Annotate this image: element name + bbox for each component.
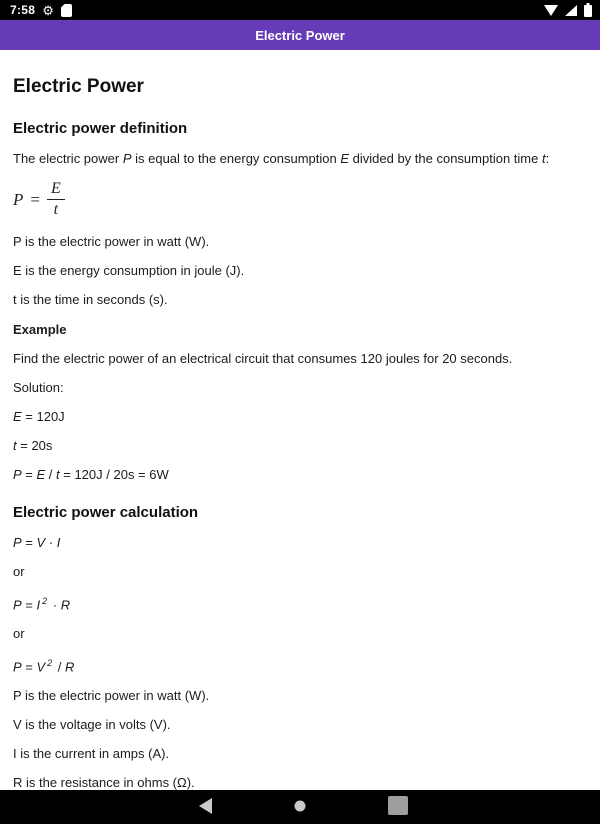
calc-eq-v2r: P = V $^2$ / R [13,658,75,675]
cellular-signal-icon [565,5,577,16]
gear-icon: ⚙ [42,2,54,18]
status-bar-left [10,3,72,17]
calc-ohms-line: R is the resistance in ohms (Ω). [13,775,195,791]
definition-watt-line: P is the electric power in watt (W). [13,233,210,249]
calc-eq-i2r: P = I $^2$ · R [13,595,71,613]
status-time: 7:58 [10,3,36,17]
home-icon [294,800,306,815]
example-heading: Example [13,321,67,337]
example-problem: Find the electric power of an electrical circuit that consumes 120 joules for 20 seconds. [13,350,513,366]
back-icon [196,796,214,819]
formula-lhs: P [13,189,24,209]
formula-fraction [47,180,65,220]
formula-equals: = [30,189,40,209]
power-formula [13,180,584,220]
content-scroll-area[interactable] [0,50,600,790]
example-solution-label: Solution: [13,379,64,395]
wifi-icon [544,5,558,16]
app-bar [0,20,600,50]
status-bar [0,0,600,20]
calc-eq-vi: P = V · I [13,534,61,550]
example-line-p: P = E / t = 120J / 20s = 6W [13,466,169,482]
home-button[interactable] [280,790,320,824]
calc-volts-line: V is the voltage in volts (V). [13,717,171,733]
definition-heading: Electric power definition [13,120,188,137]
navigation-bar [0,790,600,824]
calculation-heading: Electric power calculation [13,503,199,521]
calc-amps-line: I is the current in amps (A). [13,746,170,762]
app-bar-title: Electric Power [255,27,345,43]
battery-icon [584,3,592,17]
calc-or-1: or [13,563,25,579]
storage-icon [61,4,72,17]
status-bar-right [544,3,592,17]
example-line-e: E = 120J [13,408,65,424]
recents-button[interactable] [378,790,418,824]
page-title: Electric Power [13,76,144,97]
back-button[interactable] [185,790,225,824]
calc-watt-line: P is the electric power in watt (W). [13,688,210,704]
definition-seconds-line: t is the time in seconds (s). [13,291,168,307]
recents-icon [388,796,408,818]
example-line-t: t = 20s [13,437,53,453]
formula-denominator: t [53,201,59,219]
formula-numerator: E [47,180,65,200]
definition-intro: The electric power P is equal to the energy consumption E divided by the consumption time t: [13,151,550,166]
definition-joule-line: E is the energy consumption in joule (J). [13,262,245,278]
calc-or-2: or [13,626,25,642]
